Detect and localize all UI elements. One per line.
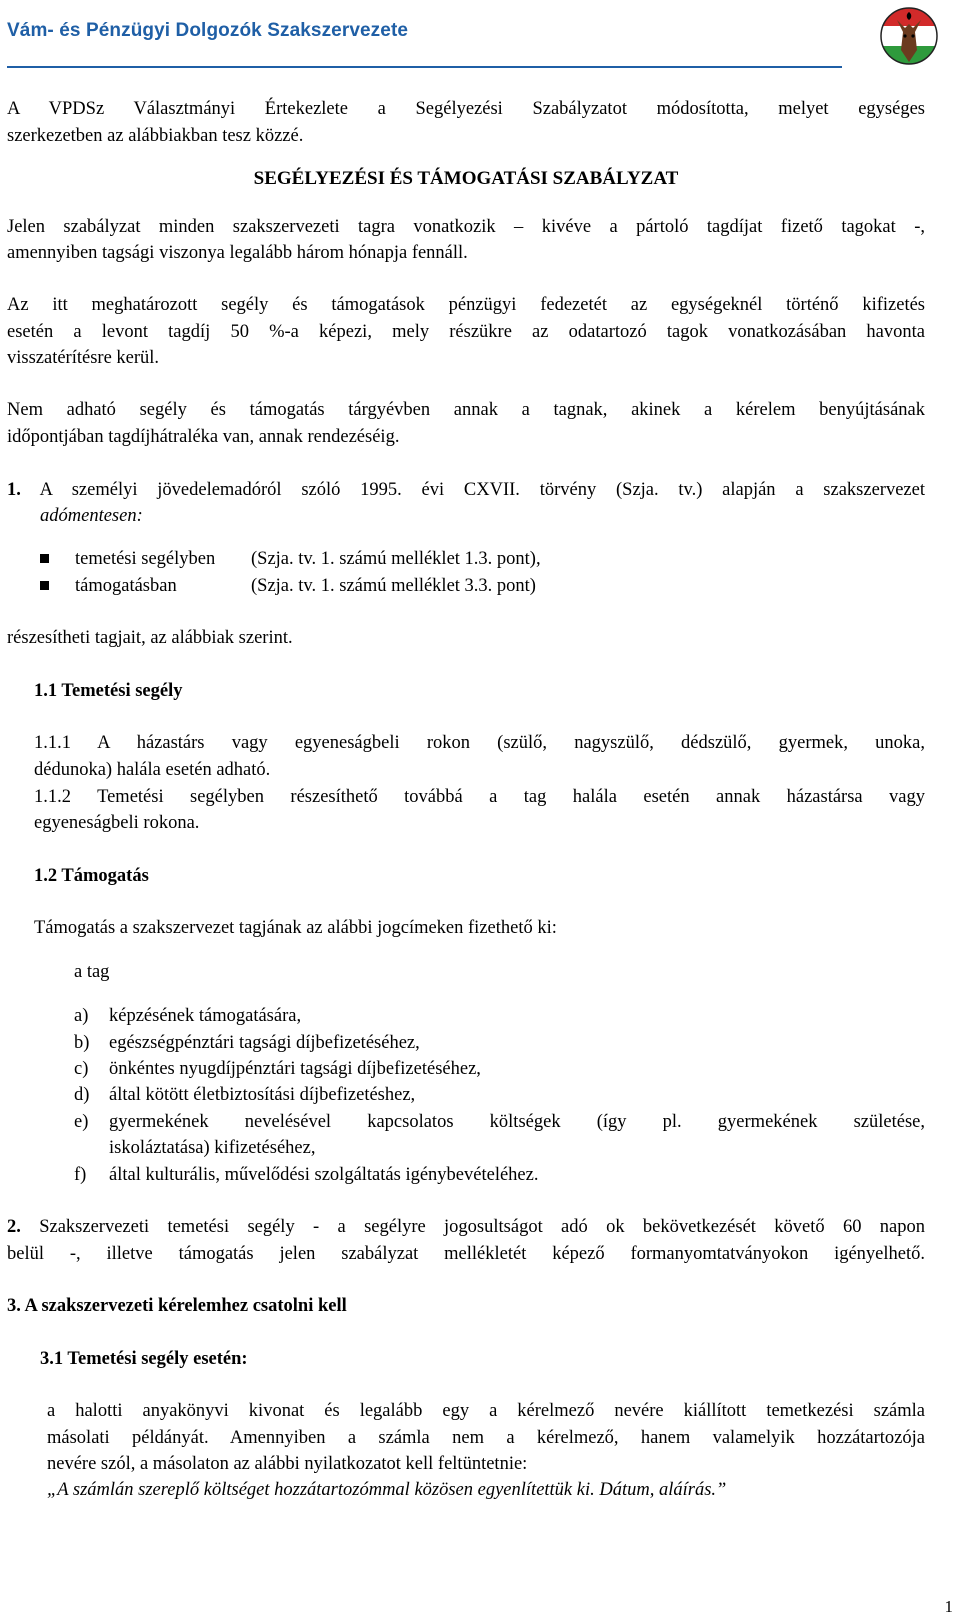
- bullet-ref: (Szja. tv. 1. számú melléklet 1.3. pont),: [251, 549, 541, 569]
- section1-1-2-line: 1.1.2 Temetési segélyben részesíthető továbbá a tag halála esetén annak házastársa vagy: [34, 787, 925, 807]
- section2-number: 2.: [7, 1217, 21, 1237]
- funding-line: Az itt meghatározott segély és támogatások pénzügyi fedezetét az egységeknél történő kifizetés: [7, 295, 925, 315]
- section3-1-quote: „A számlán szereplő költséget hozzátartozómmal közösen egyenlítettük ki. Dátum, aláírás.”: [47, 1480, 727, 1500]
- square-bullet-icon: [40, 581, 49, 590]
- scope-line: amennyiben tagsági viszonya legalább három hónapja fennáll.: [7, 243, 468, 263]
- section1-text: [7, 477, 925, 504]
- list-item-letter: e): [74, 1112, 89, 1132]
- list-item: egészségpénztári tagsági díjbefizetéséhez,: [109, 1033, 420, 1053]
- section3-1-line: a halotti anyakönyvi kivonat és legalább egy a kérelmező nevére kiállított temetkezési számla: [47, 1401, 925, 1421]
- funding-line: visszatérítésre kerül.: [7, 348, 160, 368]
- exclusion-line: időpontjában tagdíjhátraléka van, annak rendezéséig.: [7, 427, 400, 447]
- list-item-continuation: iskoláztatása) kifizetéséhez,: [109, 1138, 316, 1158]
- section1-1-2-line: egyeneságbeli rokona.: [34, 813, 200, 833]
- section1-body: A személyi jövedelemadóról szóló 1995. évi CXVII. törvény (Szja. tv.) alapján a szakszervezet: [39, 480, 925, 500]
- list-item-letter: a): [74, 1006, 89, 1026]
- section1-italic: adómentesen:: [40, 506, 143, 526]
- section2-line: belül -, illetve támogatás jelen szabályzat mellékletét képező formanyomtatványokon igényelhető.: [7, 1244, 925, 1264]
- bullet-ref: (Szja. tv. 1. számú melléklet 3.3. pont): [251, 576, 536, 596]
- section2-text: Szakszervezeti temetési segély - a segélyre jogosultságot adó ok bekövetkezését követő 60 napon: [39, 1217, 925, 1237]
- section1-closing: részesítheti tagjait, az alábbiak szerint.: [7, 628, 293, 648]
- section1-2-intro: Támogatás a szakszervezet tagjának az alábbi jogcímeken fizethető ki:: [34, 918, 557, 938]
- organization-name: Vám- és Pénzügyi Dolgozók Szakszervezete: [7, 20, 409, 41]
- exclusion-line: Nem adható segély és támogatás tárgyévben annak a tagnak, akinek a kérelem benyújtásának: [7, 400, 925, 420]
- list-item-letter: f): [74, 1165, 87, 1185]
- list-item: által kötött életbiztosítási díjbefizetéshez,: [109, 1085, 416, 1105]
- section3-heading: 3. A szakszervezeti kérelemhez csatolni kell: [7, 1296, 347, 1316]
- square-bullet-icon: [40, 554, 49, 563]
- section3-1-line: másolati példányát. Amennyiben a számla nem a kérelmező, hanem valamelyik hozzátartozója: [47, 1428, 925, 1448]
- header-divider: [7, 66, 842, 68]
- bullet-label: temetési segélyben: [75, 549, 216, 569]
- document-title: SEGÉLYEZÉSI ÉS TÁMOGATÁSI SZABÁLYZAT: [253, 168, 679, 189]
- section3-1-heading: 3.1 Temetési segély esetén:: [40, 1349, 248, 1369]
- scope-line: Jelen szabályzat minden szakszervezeti tagra vonatkozik – kivéve a pártoló tagdíjat fizető tagokat -,: [7, 217, 925, 237]
- list-item-letter: b): [74, 1033, 90, 1053]
- section1-1-1-line: 1.1.1 A házastárs vagy egyeneságbeli rokon (szülő, nagyszülő, dédszülő, gyermek, unoka,: [34, 733, 925, 753]
- section1-1-heading: 1.1 Temetési segély: [34, 681, 183, 701]
- list-item: önkéntes nyugdíjpénztári tagsági díjbefizetéséhez,: [109, 1059, 481, 1079]
- list-item-letter: d): [74, 1085, 90, 1105]
- intro-line: szerkezetben az alábbiakban tesz közzé.: [7, 126, 304, 146]
- section1-2-heading: 1.2 Támogatás: [34, 866, 149, 886]
- section2-line: [7, 1214, 925, 1241]
- list-item-letter: c): [74, 1059, 89, 1079]
- bullet-label: támogatásban: [75, 576, 177, 596]
- funding-line: esetén a levont tagdíj 50 %-a képezi, mely részükre az odatartozó tagok vonatkozásában havonta: [7, 322, 925, 342]
- section3-1-line: nevére szól, a másolaton az alábbi nyilatkozatot kell feltüntetnie:: [47, 1454, 528, 1474]
- section1-number: 1.: [7, 480, 21, 500]
- section1-2-subject: a tag: [74, 962, 110, 982]
- page-number: 1: [944, 1597, 953, 1616]
- list-item: által kulturális, művelődési szolgáltatás igénybevételéhez.: [109, 1165, 539, 1185]
- section1-1-1-line: dédunoka) halála esetén adható.: [34, 760, 271, 780]
- vpdsz-logo: [879, 2, 939, 70]
- intro-line: A VPDSz Választmányi Értekezlete a Segélyezési Szabályzatot módosította, melyet egységes: [7, 99, 925, 119]
- list-item: képzésének támogatására,: [109, 1006, 302, 1026]
- list-item: gyermekének nevelésével kapcsolatos költségek (így pl. gyermekének születése,: [109, 1112, 925, 1132]
